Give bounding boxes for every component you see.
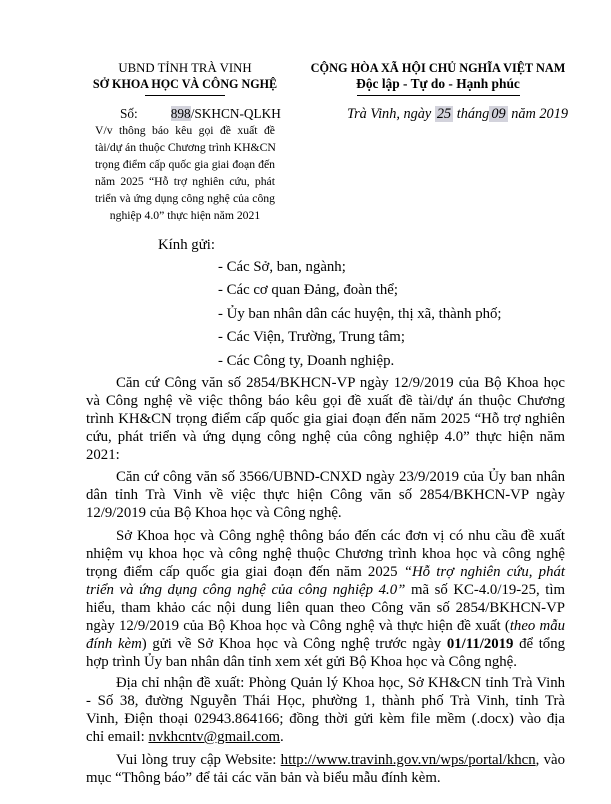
body-line: Sở Khoa học và Công nghệ thông báo đến các đơn vị có nhu cầu đề xuất xyxy=(116,528,565,544)
motto-underline xyxy=(357,95,520,96)
recipients-label: Kính gửi: xyxy=(158,237,215,253)
body-line xyxy=(86,581,565,599)
paragraph-submission-address xyxy=(86,674,565,746)
body-line: dân tỉnh Trà Vinh về việc thực hiện Công văn số 2854/BKHCN-VP ngày xyxy=(86,487,565,503)
recipient-item: - Các Viện, Trường, Trung tâm; xyxy=(218,329,405,345)
body-line: hiểu, tham khảo các nội dung liên quan theo Công văn số 2854/BKHCN-VP xyxy=(86,600,565,616)
body-text: để tổng xyxy=(519,636,565,652)
body-line: Vinh, Điện thoại 02943.864166; đồng thời gửi kèm file mềm (.docx) vào địa xyxy=(86,711,565,727)
subject-line: triển và ứng dụng công nghệ của công xyxy=(95,191,275,205)
body-text: , vào xyxy=(535,752,565,768)
website-link[interactable]: http://www.travinh.gov.vn/wps/portal/khcn xyxy=(280,752,536,768)
document-number xyxy=(120,106,281,122)
body-line: Địa chỉ nhận đề xuất: Phòng Quản lý Khoa học, Sở KH&CN tỉnh Trà Vinh xyxy=(116,675,565,691)
date-day: 25 xyxy=(436,106,452,122)
body-text: . xyxy=(280,729,284,745)
body-line: 2021: xyxy=(86,447,120,463)
template-note: đính kèm xyxy=(86,636,142,652)
body-line xyxy=(86,617,565,635)
date-month: 09 xyxy=(491,106,506,122)
body-text: trọng điểm cấp quốc gia giai đoạn đến năm 2025 xyxy=(86,564,398,580)
program-title: triển và ứng dụng công nghệ của công nghiệp 4.0” xyxy=(86,582,406,598)
subject-line: trọng điểm cấp quốc gia giai đoạn đến xyxy=(95,157,275,171)
body-line: và Công nghệ về việc thông báo kêu gọi đề xuất đề tài/dự án thuộc Chương xyxy=(86,393,565,409)
subject-line: tài/dự án thuộc Chương trình KH&CN xyxy=(95,140,276,154)
issuing-authority: UBND TỈNH TRÀ VINH xyxy=(118,61,252,75)
place-and-date xyxy=(320,105,568,123)
department-underline xyxy=(145,95,225,96)
body-line xyxy=(86,751,565,769)
subject-line: V/v thông báo kêu gọi đề xuất đề xyxy=(95,123,275,137)
body-line xyxy=(86,563,565,581)
body-line: Căn cứ công văn số 3566/UBND-CNXD ngày 23/9/2019 của Ủy ban nhân xyxy=(116,469,565,485)
issuing-department: SỞ KHOA HỌC VÀ CÔNG NGHỆ xyxy=(92,77,278,91)
recipient-item: - Các cơ quan Đảng, đoàn thể; xyxy=(218,282,398,298)
body-line: Căn cứ Công văn số 2854/BKHCN-VP ngày 12/9/2019 của Bộ Khoa học xyxy=(116,375,565,391)
deadline-date: 01/11/2019 xyxy=(446,636,514,652)
date-year: năm 2019 xyxy=(511,106,568,122)
date-month-label: tháng xyxy=(456,106,490,122)
body-line: - Số 38, đường Nguyễn Thái Học, phường 1, thành phố Trà Vinh, tỉnh Trà xyxy=(86,693,565,709)
paragraph-announcement xyxy=(86,527,565,671)
body-text: ngày 12/9/2019 của Bộ Khoa học và Công nghệ và thực hiện đề xuất ( xyxy=(86,618,510,634)
subject-line: năm 2025 “Hỗ trợ nghiên cứu, phát xyxy=(95,174,275,188)
body-text: mã số KC-4.0/19-25, tìm xyxy=(410,582,565,598)
subject-line: nghiệp 4.0” thực hiện năm 2021 xyxy=(109,208,261,222)
body-line: mục “Thông báo” để tải các văn bản và biểu mẫu đính kèm. xyxy=(86,770,441,786)
body-text: ) gửi về Sở Khoa học và Công nghệ trước ngày xyxy=(141,636,442,652)
recipient-item: - Các Công ty, Doanh nghiệp. xyxy=(218,352,395,369)
body-line: 12/9/2019 của Bộ Khoa học và Công nghệ. xyxy=(86,505,342,521)
body-line: trình KH&CN trọng điểm cấp quốc gia giai đoạn đến năm 2025 “Hỗ trợ nghiên xyxy=(86,411,565,427)
paragraph-legal-basis-province xyxy=(86,468,565,522)
template-note: theo mẫu xyxy=(509,618,565,634)
body-text: Vui lòng truy cập Website: xyxy=(116,752,277,768)
national-motto: Độc lập - Tự do - Hạnh phúc xyxy=(356,76,520,91)
paragraph-website xyxy=(86,751,565,787)
document-number-value: 898 xyxy=(170,106,191,121)
body-line xyxy=(86,728,565,746)
document-number-label: Số: xyxy=(120,106,138,121)
document-subject xyxy=(95,122,275,224)
date-place: Trà Vinh, ngày xyxy=(346,106,432,122)
recipient-item: - Ủy ban nhân dân các huyện, thị xã, thành phố; xyxy=(218,305,502,322)
body-line: cứu, phát triển và ứng dụng công nghệ của công nghiệp 4.0” thực hiện năm xyxy=(86,429,565,445)
body-line xyxy=(86,635,565,653)
document-number-code: /SKHCN-QLKH xyxy=(190,106,281,121)
body-line: hợp trình Ủy ban nhân dân tỉnh xem xét gửi Bộ Khoa học và Công nghệ. xyxy=(86,654,517,670)
national-title: CỘNG HÒA XÃ HỘI CHỦ NGHĨA VIỆT NAM xyxy=(310,61,566,75)
body-line: nhiệm vụ khoa học và công nghệ thuộc Chương trình khoa học và công nghệ xyxy=(86,546,565,562)
body-text: chỉ email: xyxy=(86,729,145,745)
email-link[interactable]: nvkhcntv@gmail.com xyxy=(148,729,281,745)
paragraph-legal-basis-ministry xyxy=(86,374,565,464)
program-title: “Hỗ trợ nghiên cứu, phát xyxy=(403,564,565,580)
recipient-item: - Các Sở, ban, ngành; xyxy=(218,258,346,275)
recipients-list xyxy=(218,256,502,374)
